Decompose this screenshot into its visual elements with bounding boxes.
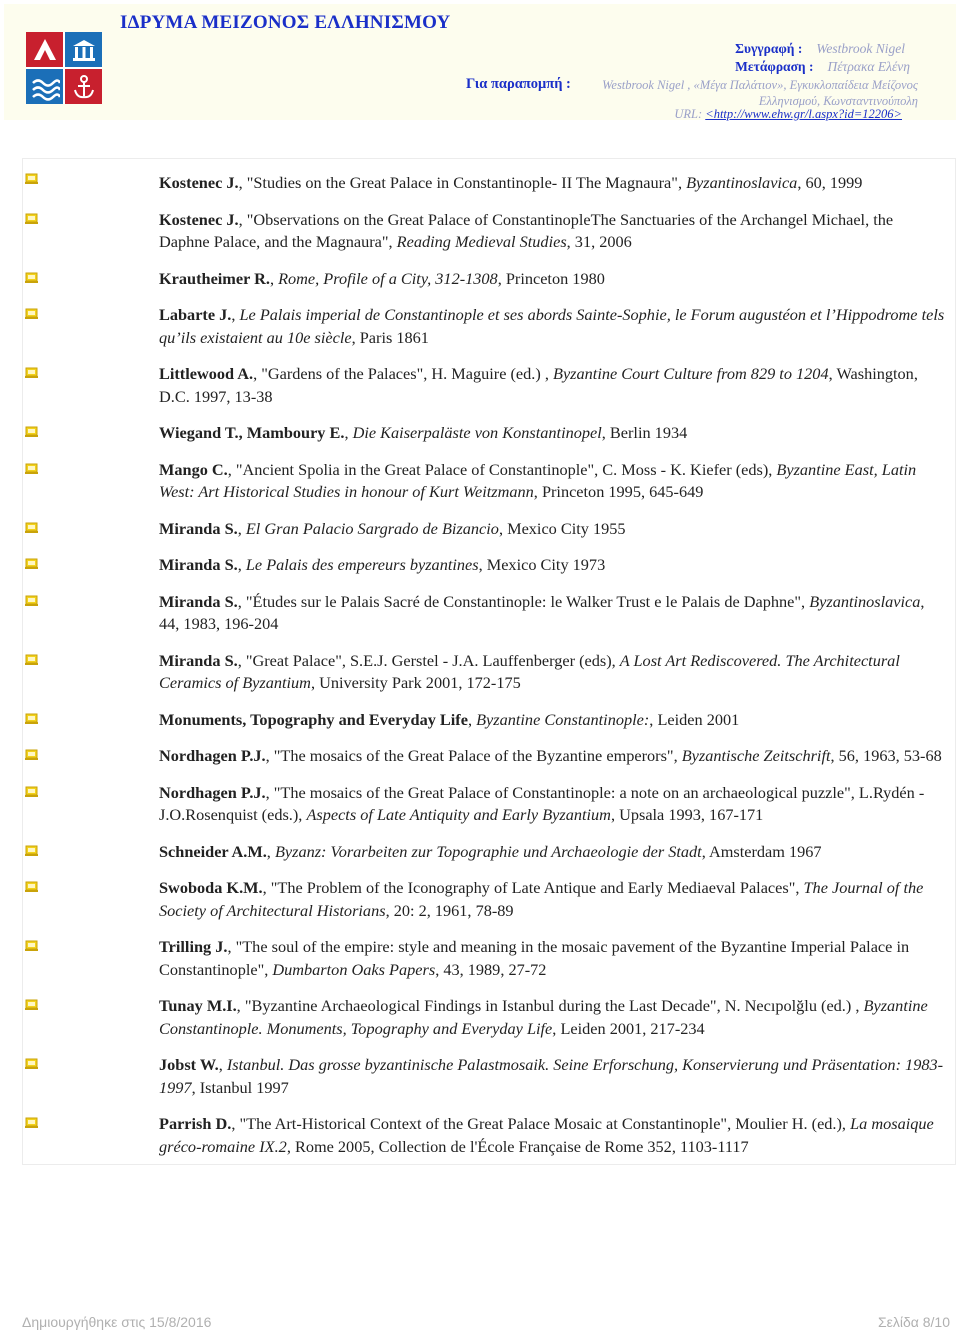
entry-separator: , (298, 805, 307, 824)
entry-separator: , (677, 173, 687, 192)
bibliography-entry (23, 1046, 955, 1105)
author-value: Westbrook Nigel (816, 41, 905, 56)
entry-publication: Le Palais des empereurs byzantines (245, 555, 479, 574)
document-icon (25, 422, 39, 445)
entry-separator: , (611, 650, 620, 670)
entry-details: , Washington, D.C. 1997, 13-38 (159, 364, 918, 406)
reference-url (674, 107, 902, 122)
site-title: ΙΔΡΥΜΑ ΜΕΙΖΟΝΟΣ ΕΛΛΗΝΙΣΜΟΥ (120, 12, 451, 33)
entry-separator: , (841, 1114, 851, 1133)
bibliography-entry (23, 296, 955, 355)
entry-details: , Amsterdam 1967 (701, 841, 822, 861)
entry-title: "The mosaics of the Great Palace of Constantinople: a note on an archaeological puzzle", L.Rydén - J.O.Rosenquist (eds.) (159, 782, 925, 824)
entry-author: Mango C. (159, 459, 228, 479)
entry-author: Parrish D. (159, 1114, 232, 1133)
bibliography-entry (23, 642, 955, 701)
document-icon (25, 169, 39, 192)
entry-publication: El Gran Palacio Sargrado de Bizancio (245, 518, 499, 538)
bibliography-entry (23, 833, 955, 870)
document-icon (25, 1054, 39, 1077)
entry-author: Miranda S. (159, 518, 238, 538)
entry-publication: Byzantine Court Culture from 829 to 1204 (553, 364, 829, 383)
entry-title: "Studies on the Great Palace in Constantinople- II The Magnaura" (246, 173, 678, 192)
entry-title: "Gardens of the Palaces", H. Maguire (ed.) (261, 364, 541, 383)
document-icon (25, 304, 39, 327)
entry-publication: Byzantine East, Latin West: Art Historical Studies in honour of Kurt Weitzmann (159, 459, 917, 501)
bibliography-entry (23, 414, 955, 451)
entry-separator: , (265, 782, 274, 802)
entry-details: , Istanbul 1997 (191, 1077, 289, 1097)
document-icon (25, 650, 39, 673)
entry-separator: , (344, 423, 353, 442)
bibliography-entry (23, 1105, 955, 1164)
entry-publication: La mosaique gréco-romaine IX.2 (159, 1114, 934, 1156)
document-meta (735, 41, 910, 77)
entry-details: , Leiden 2001, 217-234 (552, 1018, 705, 1038)
entry-author: Miranda S. (159, 591, 238, 611)
entry-publication: Byzantische Zeitschrift (681, 746, 831, 765)
entry-publication: Istanbul. Das grosse byzantinische Palastmosaik. Seine Erforschung, Konservierung und Präsentation: 1983-1997 (159, 1055, 944, 1097)
entry-details: , Mexico City 1955 (498, 518, 626, 538)
entry-title: "The mosaics of the Great Palace of the Byzantine emperors" (273, 746, 674, 765)
logo-quadrant-temple (65, 32, 102, 67)
entry-separator: , (540, 364, 554, 383)
entry-title: "Great Palace", S.E.J. Gerstel - J.A. Lauffenberger (eds) (245, 650, 612, 670)
entry-details: , 31, 2006 (566, 232, 632, 251)
entry-details: , Leiden 2001 (649, 709, 740, 729)
entry-separator: , (237, 555, 246, 574)
entry-separator: , (218, 1055, 227, 1074)
document-icon (25, 363, 39, 386)
entry-separator: , (768, 459, 777, 479)
document-icon (25, 995, 39, 1018)
entry-details: , 60, 1999 (797, 173, 863, 192)
document-icon (25, 841, 39, 864)
entry-publication: Byzantine Constantinople: (476, 709, 650, 729)
entry-separator: , (231, 1114, 240, 1133)
document-icon (25, 1113, 39, 1136)
entry-separator: , (227, 937, 236, 956)
entry-author: Jobst W. (159, 1055, 219, 1074)
entry-title: "The Art-Historical Context of the Great Palace Mosaic at Constantinople", Moulier H. (ed.) (239, 1114, 842, 1133)
document-icon (25, 877, 39, 900)
entry-title: "The Problem of the Iconography of Late Antique and Early Mediaeval Palaces" (270, 878, 796, 897)
entry-title: "Ancient Spolia in the Great Palace of Constantinople", C. Moss - K. Kiefer (eds) (235, 459, 769, 479)
created-date: Δημιουργήθηκε στις 15/8/2016 (22, 1314, 212, 1330)
reference-label: Για παραπομπή : (466, 76, 571, 92)
bibliography-entry (23, 260, 955, 297)
entry-author: Monuments, Topography and Everyday Life (159, 709, 468, 729)
entry-publication: Le Palais imperial de Constantinople et ses abords Sainte-Sophie, le Forum augustéon et l’Hippodrome tels qu’ils existaient au 10e siècle (159, 305, 945, 347)
document-icon (25, 709, 39, 732)
entry-author: Kostenec J. (159, 173, 239, 192)
logo-quadrant-monument (26, 32, 63, 67)
bibliography-entry (23, 774, 955, 833)
entry-separator: , (265, 746, 274, 765)
entry-author: Nordhagen P.J. (159, 782, 266, 802)
document-icon (25, 591, 39, 614)
url-prefix: URL: (674, 107, 703, 121)
entry-author: Nordhagen P.J. (159, 746, 266, 765)
entry-publication: Byzantine Constantinople. Monuments, Topography and Everyday Life (159, 996, 928, 1038)
entry-separator: , (238, 209, 247, 229)
document-icon (25, 518, 39, 541)
foundation-logo (26, 32, 102, 104)
document-icon (25, 209, 39, 232)
entry-author: Schneider A.M. (159, 841, 267, 861)
bibliography-entry (23, 510, 955, 547)
bibliography-list (22, 158, 956, 1165)
bibliography-entry (23, 451, 955, 510)
entry-title: "Observations on the Great Palace of ConstantinopleThe Sanctuaries of the Archangel Michael, the Daphne Palace, and the Magnaura" (159, 209, 894, 251)
bibliography-entry (23, 701, 955, 738)
document-icon (25, 745, 39, 768)
entry-details: , 56, 1963, 53-68 (830, 746, 942, 765)
entry-publication: The Journal of the Society of Architectural Historians (159, 878, 924, 920)
page-number: Σελίδα 8/10 (877, 1314, 950, 1330)
entry-separator: , (237, 518, 246, 538)
entry-separator: , (266, 841, 275, 861)
bibliography-entry (23, 583, 955, 642)
reference-text: Westbrook Nigel , «Μέγα Παλάτιον», Εγκυκλοπαίδεια Μείζονος Ελληνισμού, Κωνσταντινούπολη (602, 78, 918, 108)
entry-author: Littlewood A. (159, 364, 254, 383)
entry-separator: , (253, 364, 262, 383)
entry-details: , Rome 2005, Collection de l'École Française de Rome 352, 1103-1117 (286, 1136, 749, 1156)
entry-author: Tunay M.I. (159, 996, 237, 1015)
entry-separator: , (227, 459, 236, 479)
entry-publication: Rome, Profile of a City, 312-1308 (278, 268, 498, 288)
entry-publication: A Lost Art Rediscovered. The Architectural Ceramics of Byzantium (159, 650, 900, 692)
document-icon (25, 782, 39, 805)
url-link[interactable]: <http://www.ehw.gr/l.aspx?id=12206> (705, 107, 902, 121)
logo-quadrant-waves (26, 69, 63, 104)
translation-value: Πέτρακα Ελένη (827, 59, 910, 74)
bibliography-entry (23, 928, 955, 987)
entry-details: , 20: 2, 1961, 78-89 (385, 900, 514, 920)
entry-separator: , (851, 996, 864, 1015)
entry-details: , University Park 2001, 172-175 (310, 673, 521, 692)
bibliography-entry (23, 201, 955, 260)
entry-details: , Berlin 1934 (601, 423, 688, 442)
document-icon (25, 459, 39, 482)
entry-separator: , (467, 709, 477, 729)
entry-author: Kostenec J. (159, 209, 239, 229)
logo-quadrant-anchor (65, 69, 102, 104)
entry-separator: , (262, 878, 271, 897)
entry-publication: Byzantinoslavica (809, 591, 921, 611)
bibliography-entry (23, 546, 955, 583)
entry-details: , 43, 1989, 27-72 (435, 959, 547, 979)
entry-author: Labarte J. (159, 305, 232, 324)
translation-label: Μετάφραση : (735, 59, 814, 74)
entry-details: , 44, 1983, 196-204 (159, 591, 925, 633)
document-icon (25, 936, 39, 959)
entry-separator: , (236, 996, 245, 1015)
entry-publication: Dumbarton Oaks Papers (272, 959, 436, 979)
entry-details: , Upsala 1993, 167-171 (610, 805, 764, 824)
entry-author: Swoboda K.M. (159, 878, 263, 897)
entry-separator: , (264, 959, 273, 979)
author-label: Συγγραφή : (735, 41, 803, 56)
entry-separator: , (801, 591, 810, 611)
bibliography-entry (23, 869, 955, 928)
entry-separator: , (238, 173, 247, 192)
entry-author: Krautheimer R. (159, 268, 270, 288)
entry-details: , Paris 1861 (351, 327, 429, 347)
bibliography-entry (23, 987, 955, 1046)
entry-separator: , (673, 746, 682, 765)
page-header (4, 4, 956, 120)
entry-separator: , (237, 650, 246, 670)
bibliography-entry (23, 159, 955, 201)
entry-author: Wiegand T., Mamboury E. (159, 423, 345, 442)
page-footer (0, 1314, 960, 1334)
bibliography-entry (23, 737, 955, 774)
entry-author: Miranda S. (159, 555, 238, 574)
entry-title: "Byzantine Archaeological Findings in Istanbul during the Last Decade", N. Necıpolğlu (ed.) (244, 996, 852, 1015)
document-icon (25, 268, 39, 291)
entry-title: "Études sur le Palais Sacré de Constantinople: le Walker Trust e le Palais de Daphne" (245, 591, 802, 611)
entry-title: "The soul of the empire: style and meaning in the mosaic pavement of the Byzantine Imperial Palace in Constantinople" (159, 937, 910, 979)
entry-details: , Princeton 1980 (497, 268, 605, 288)
entry-details: , Mexico City 1973 (478, 555, 606, 574)
entry-publication: Reading Medieval Studies (396, 232, 567, 251)
entry-author: Miranda S. (159, 650, 238, 670)
entry-publication: Die Kaiserpaläste von Konstantinopel (352, 423, 602, 442)
entry-separator: , (269, 268, 279, 288)
entry-separator: , (388, 232, 397, 251)
entry-separator: , (237, 591, 246, 611)
entry-separator: , (795, 878, 804, 897)
entry-publication: Aspects of Late Antiquity and Early Byzantium (306, 805, 611, 824)
entry-author: Trilling J. (159, 937, 228, 956)
bibliography-entry (23, 355, 955, 414)
document-icon (25, 554, 39, 577)
entry-publication: Byzanz: Vorarbeiten zur Topographie und Archaeologie der Stadt (274, 841, 702, 861)
entry-details: , Princeton 1995, 645-649 (533, 482, 704, 501)
entry-separator: , (231, 305, 240, 324)
entry-publication: Byzantinoslavica (686, 173, 798, 192)
